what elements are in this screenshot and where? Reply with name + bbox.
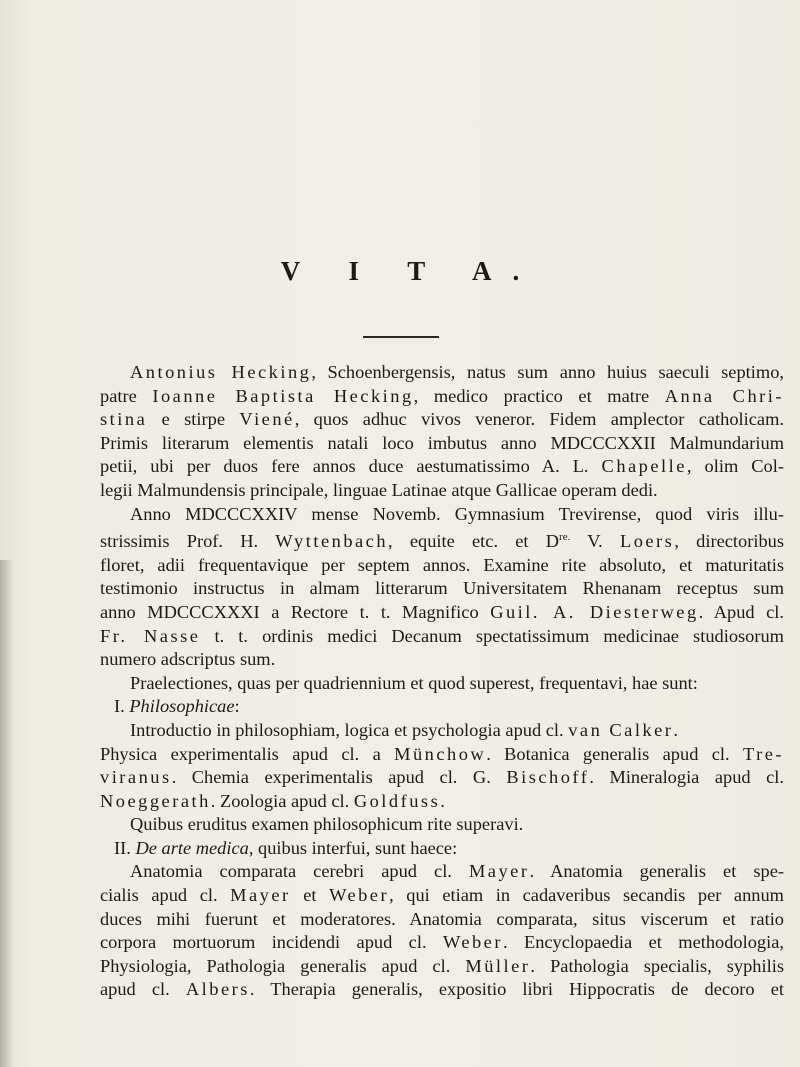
text-run: corpora mortuorum incidendi apud cl. <box>100 932 443 953</box>
text-run: . Mineralogia apud cl. <box>589 767 784 788</box>
text-line <box>100 719 784 743</box>
text-line <box>100 931 784 955</box>
name-spaced: Fr. Nasse <box>100 625 201 646</box>
text-run: petii, ubi per duos fere annos duce aestumatissimo A. L. <box>100 456 602 477</box>
text-run: . Zoologia apud cl. <box>210 790 354 811</box>
text-run: strissimis Prof. H. <box>100 531 276 552</box>
name-spaced: Guil. A. Diesterweg <box>490 601 699 622</box>
text-line <box>100 408 784 432</box>
section-heading <box>100 837 784 861</box>
text-run: . Botanica generalis apud cl. <box>486 743 743 764</box>
name-spaced: Tre- <box>743 743 784 764</box>
name-spaced: Goldfuss <box>353 790 441 811</box>
text-line <box>100 385 784 409</box>
text-line <box>100 790 784 814</box>
text-line: numero adscriptus sum. <box>100 649 276 670</box>
page-title: V I T A. <box>280 256 541 286</box>
section-number: I. <box>114 696 130 717</box>
section-heading <box>100 695 784 719</box>
name-spaced: Münchow <box>394 743 487 764</box>
superscript: re. <box>559 531 571 544</box>
text-run: patre <box>100 385 153 406</box>
name-spaced: Bischoff <box>506 767 590 788</box>
text-line <box>100 361 784 385</box>
text-run: Introductio in philosophiam, logica et psychologia apud cl. <box>130 719 569 740</box>
text-run: apud cl. <box>100 979 186 1000</box>
text-run: V. <box>570 531 620 552</box>
text-run: , quos adhuc vivos veneror. Fidem amplector catholicam. <box>294 409 784 430</box>
section-label: Philosophicae <box>129 696 235 717</box>
text-run: . <box>440 790 445 811</box>
text-run: Anatomia comparata cerebri apud cl. <box>130 861 469 882</box>
text-line: Quibus eruditus examen philosophicum rite superavi. <box>130 814 524 835</box>
text-run: . Apud cl. <box>698 601 785 622</box>
text-line <box>100 766 784 790</box>
text-line: testimonio instructus in almam litterarum Universitatem Rhenanam receptus sum <box>100 578 784 599</box>
text-run: . <box>673 719 679 740</box>
text-line <box>100 625 784 649</box>
text-run: anno MDCCCXXXI a Rectore t. t. Magnifico <box>100 601 491 622</box>
text-run: , quibus interfui, sunt haece: <box>248 837 458 858</box>
text-run: , Schoenbergensis, natus sum anno huius saeculi septimo, <box>311 362 784 382</box>
section-number: II. <box>114 837 136 858</box>
text-run: , directoribus <box>674 531 784 552</box>
text-line: Praelectiones, quas per quadriennium et quod superest, frequentavi, hae sunt: <box>130 672 698 693</box>
name-spaced: Mayer <box>230 885 291 906</box>
name-spaced: Albers <box>185 979 250 1000</box>
text-line <box>100 978 784 1002</box>
text-line <box>100 884 784 908</box>
text-run: . Anatomia generalis et spe- <box>529 861 784 882</box>
document-body <box>100 361 784 1002</box>
text-run: Physiologia, Pathologia generalis apud cl. <box>100 955 466 976</box>
text-run: , medico practico et matre <box>413 385 665 406</box>
name-spaced: Chapelle <box>601 456 687 477</box>
text-run: e stirpe <box>147 409 240 430</box>
text-line <box>100 860 784 884</box>
text-line <box>100 743 784 767</box>
text-run: , qui etiam in cadaveribus secandis per annum <box>389 885 784 906</box>
text-run: t. t. ordinis medici Decanum spectatissimum medicinae studiosorum <box>200 625 784 646</box>
text-run: . Therapia generalis, expositio libri Hippocratis de decoro et <box>249 979 784 1000</box>
name-spaced: Mayer <box>468 861 530 882</box>
name-spaced: Noeggerath <box>100 790 211 811</box>
text-line <box>100 526 784 554</box>
text-line: Anno MDCCCXXIV mense Novemb. Gymnasium Trevirense, quod viris illu- <box>130 503 784 524</box>
text-line <box>100 601 784 625</box>
binding-shadow <box>0 560 14 1067</box>
text-line: floret, adii frequentavique per septem annos. Examine rite absoluto, et maturitatis <box>100 554 784 575</box>
section-label: De arte medica <box>135 837 249 858</box>
text-run: , olim Col- <box>686 456 784 477</box>
name-spaced: Weber <box>329 885 390 906</box>
name-spaced: Müller <box>465 955 531 976</box>
text-run: . Chemia experimentalis apud cl. G. <box>171 767 507 788</box>
title-rule <box>363 336 439 338</box>
name-spaced: Antonius Hecking <box>130 362 312 382</box>
text-run: . Encyclopaedia et methodologia, <box>502 932 784 953</box>
name-spaced: Wyttenbach <box>275 531 389 552</box>
text-line: Primis literarum elementis natali loco imbutus anno MDCCCXXII Malmundarium <box>100 432 784 453</box>
name-spaced: Viené <box>239 409 295 430</box>
name-spaced: Loers <box>619 531 675 552</box>
text-run: et <box>290 885 330 906</box>
text-run: Physica experimentalis apud cl. a <box>100 743 395 764</box>
name-spaced: viranus <box>100 767 172 788</box>
text-run: , equite etc. et D <box>388 531 560 552</box>
text-run: cialis apud cl. <box>100 885 231 906</box>
text-line: duces mihi fuerunt et moderatores. Anatomia comparata, situs viscerum et ratio <box>100 908 784 929</box>
text-run: : <box>234 696 240 717</box>
name-spaced: Anna Chri- <box>664 385 785 406</box>
name-spaced: Ioanne Baptista Hecking <box>152 385 414 406</box>
text-line: legii Malmundensis principale, linguae Latinae atque Gallicae operam dedi. <box>100 479 658 500</box>
text-line <box>100 455 784 479</box>
name-spaced: Weber <box>442 932 503 953</box>
text-run: . Pathologia specialis, syphilis <box>530 955 784 976</box>
name-spaced: van Calker <box>568 719 674 740</box>
name-spaced: stina <box>100 409 148 430</box>
text-line <box>100 955 784 979</box>
